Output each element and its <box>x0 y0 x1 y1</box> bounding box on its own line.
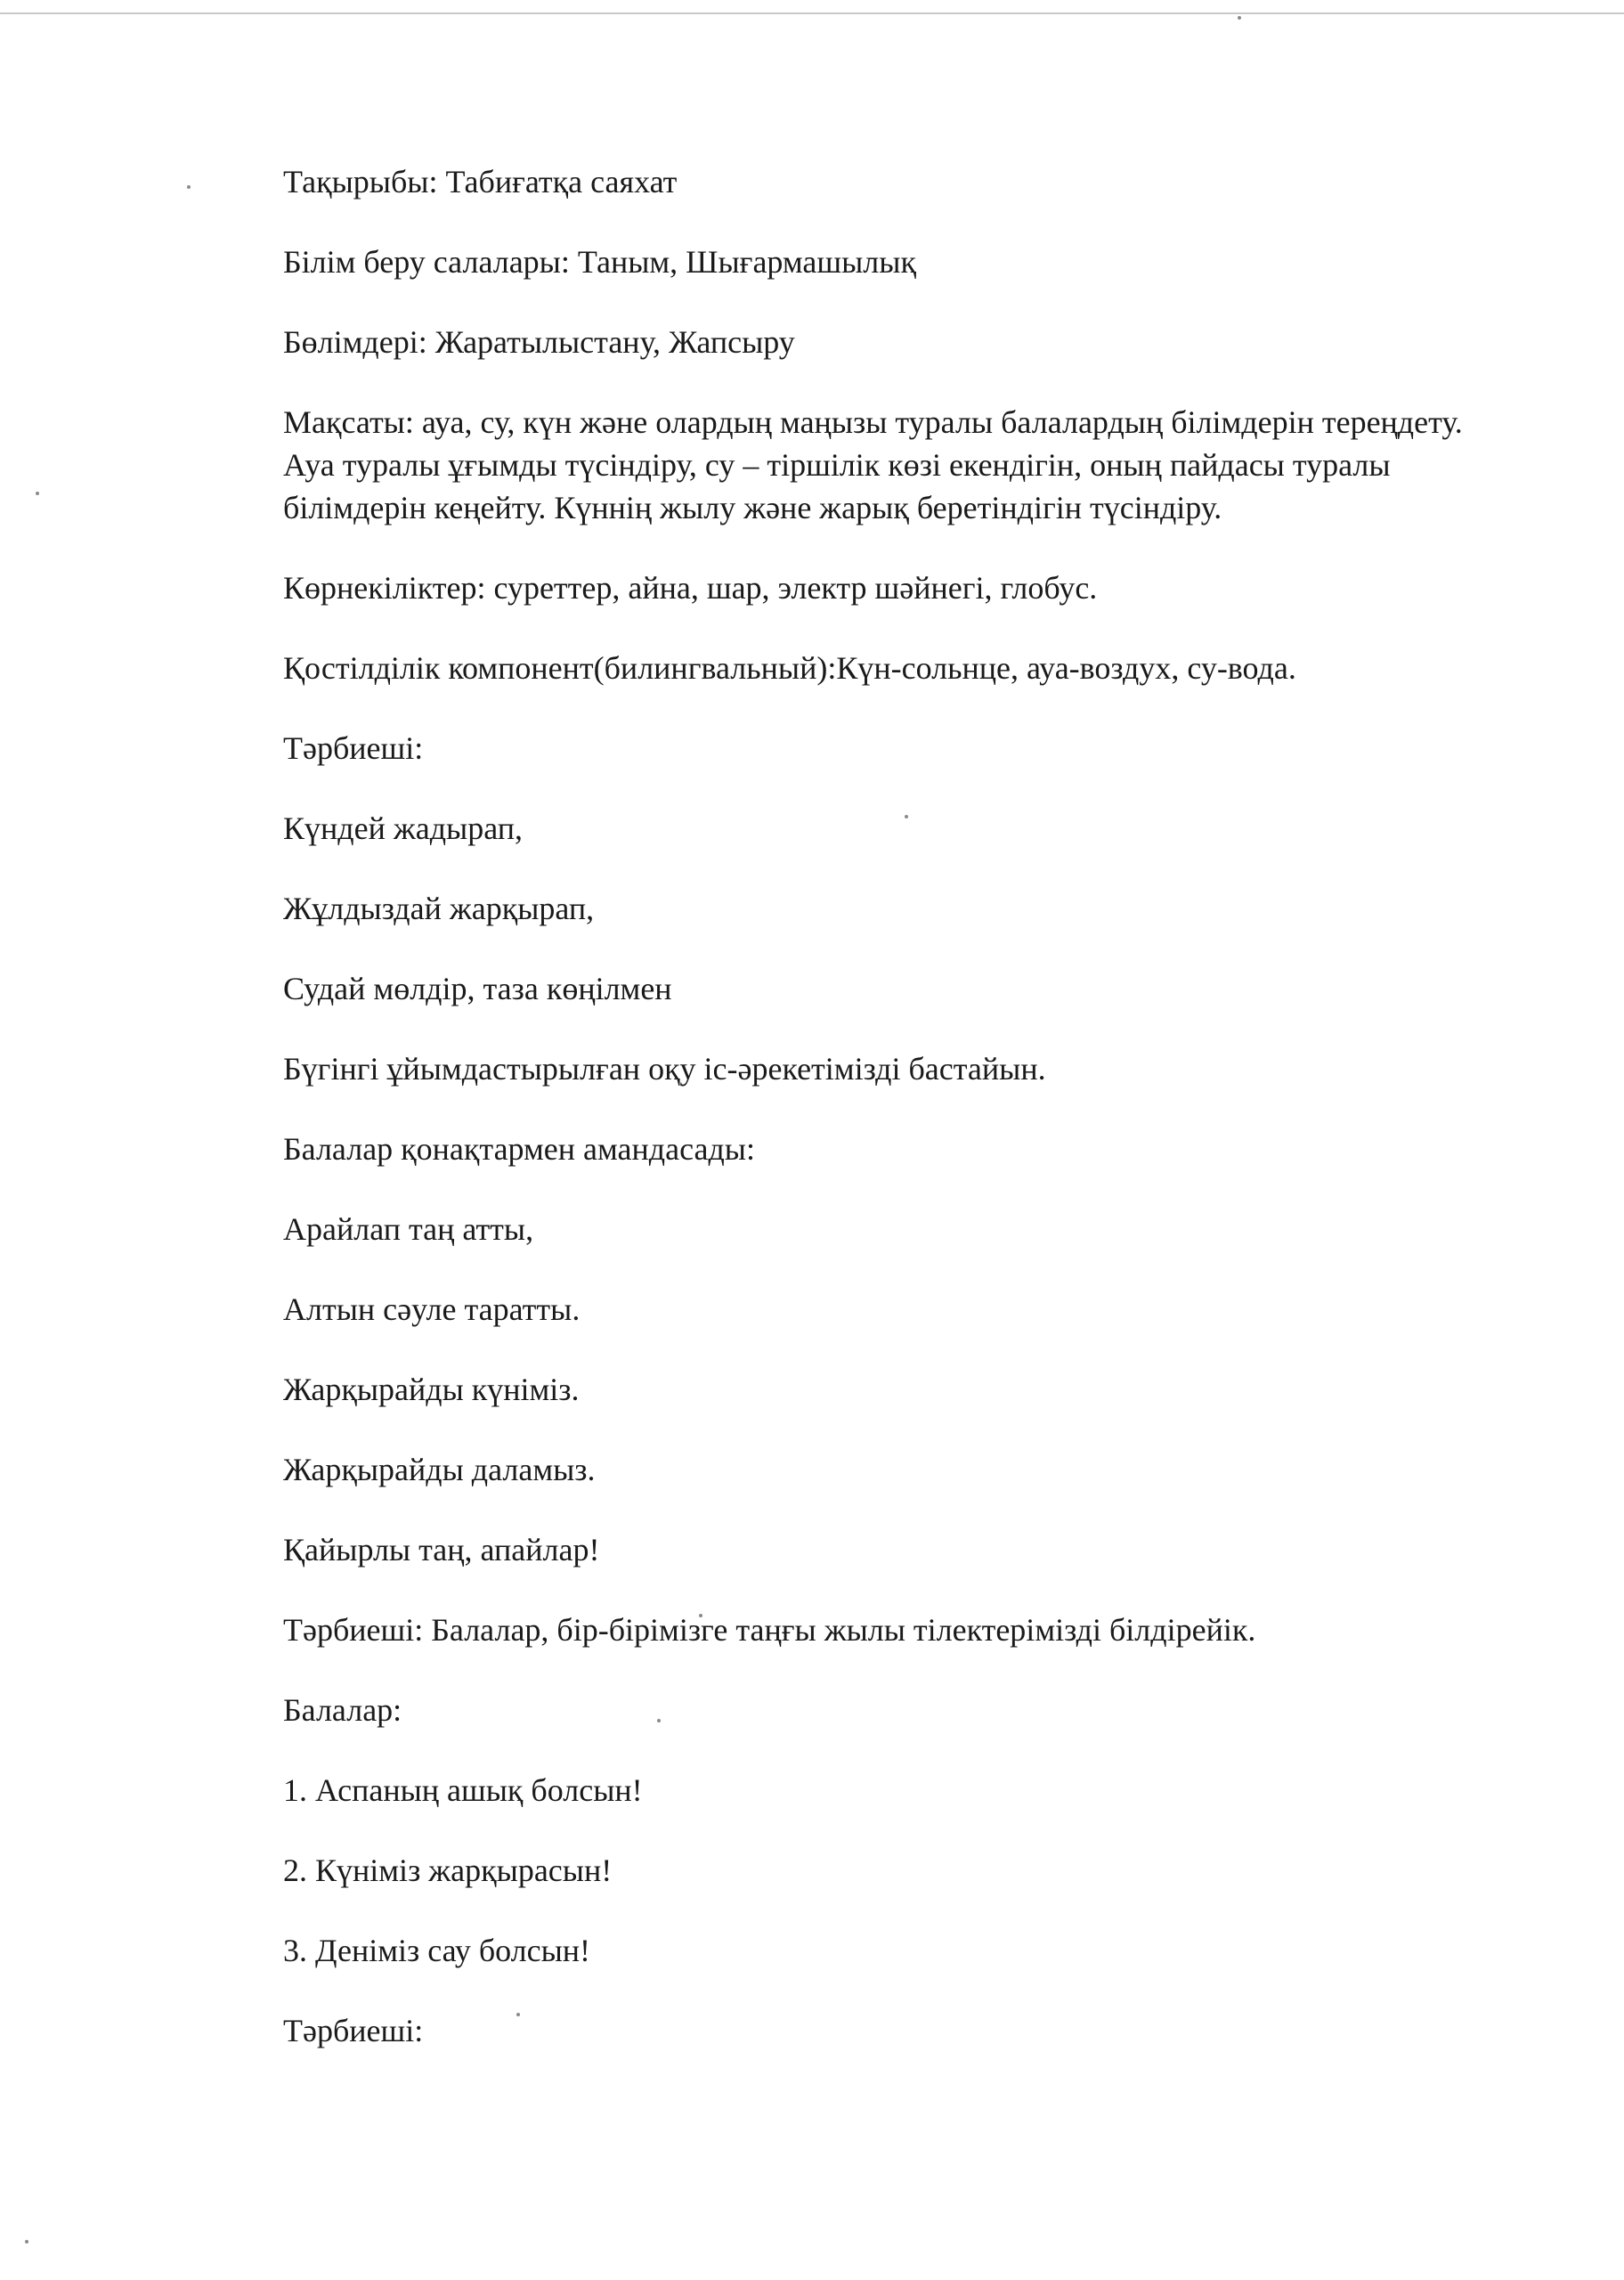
poem-line: Жарқырайды даламыз. <box>283 1452 596 1487</box>
poem-line: Судай мөлдір, таза көңілмен <box>283 971 672 1006</box>
topic-line: Тақырыбы: Табиғатқа саяхат <box>283 164 678 200</box>
teacher-label: Тәрбиеші: <box>283 2013 424 2048</box>
scan-speck <box>36 492 39 495</box>
wish-item: 1. Аспаның ашық болсын! <box>283 1772 643 1808</box>
wish-item: 2. Күніміз жарқырасын! <box>283 1852 613 1888</box>
poem-line: Бүгінгі ұйымдастырылған оқу іс-әрекетімізді бастайын. <box>283 1051 1046 1087</box>
goal-paragraph: Мақсаты: ауа, су, күн және олардың маңызы туралы балалардың білімдерін тереңдету. Ауа туралы ұғымды түсіндіру, су – тіршілік көзі екендігін, оның пайдасы туралы білімдерін кеңейту. Күннің жылу және жарық беретіндігін түсіндіру. <box>283 404 1463 525</box>
wish-item: 3. Деніміз сау болсын! <box>283 1933 591 1968</box>
teacher-line: Тәрбиеші: Балалар, бір-бірімізге таңғы жылы тілектерімізді білдірейік. <box>283 1612 1256 1648</box>
poem-line: Қайырлы таң, апайлар! <box>283 1532 600 1568</box>
page-top-edge <box>0 12 1624 14</box>
bilingual-component-line: Қостілділік компонент(билингвальный):Күн-сольнце, ауа-воздух, су-вода. <box>283 650 1296 686</box>
education-areas-line: Білім беру салалары: Таным, Шығармашылық <box>283 244 916 280</box>
poem-line: Күндей жадырап, <box>283 810 523 846</box>
poem-line: Алтын сәуле таратты. <box>283 1291 581 1327</box>
children-greeting-line: Балалар қонақтармен амандасады: <box>283 1131 755 1167</box>
visual-aids-line: Көрнекіліктер: суреттер, айна, шар, электр шәйнегі, глобус. <box>283 570 1098 606</box>
poem-line: Жұлдыздай жарқырап, <box>283 891 595 926</box>
scan-speck <box>1238 16 1241 20</box>
scan-speck <box>25 2240 28 2243</box>
children-label: Балалар: <box>283 1692 402 1728</box>
scan-speck <box>187 185 191 189</box>
sections-line: Бөлімдері: Жаратылыстану, Жапсыру <box>283 324 795 360</box>
teacher-label: Тәрбиеші: <box>283 730 424 766</box>
document-body <box>283 160 1512 2089</box>
poem-line: Арайлап таң атты, <box>283 1211 534 1247</box>
poem-line: Жарқырайды күніміз. <box>283 1372 580 1407</box>
